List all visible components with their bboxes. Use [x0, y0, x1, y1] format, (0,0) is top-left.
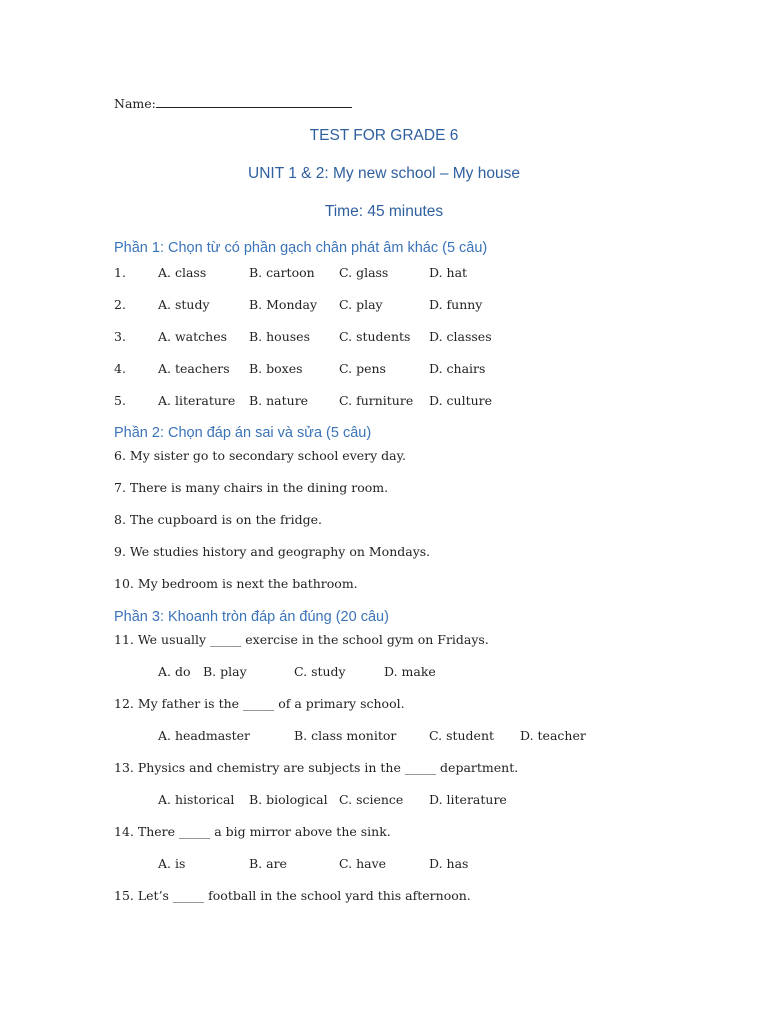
part2-heading: Phần 2: Chọn đáp án sai và sửa (5 câu): [114, 425, 372, 441]
error-sentence: 6. My sister go to secondary school every day.: [114, 448, 406, 463]
option-b[interactable]: B. biological: [249, 792, 328, 807]
option-b[interactable]: B. class monitor: [294, 728, 397, 743]
options-row: [114, 856, 674, 874]
option-c[interactable]: C. study: [294, 664, 346, 679]
options-row: [114, 728, 674, 746]
question-number: 5.: [114, 393, 126, 408]
option-a[interactable]: A. study: [158, 297, 210, 312]
option-d[interactable]: D. make: [384, 664, 436, 679]
options-row: [114, 664, 674, 682]
option-b[interactable]: B. Monday: [249, 297, 318, 312]
question-12: 12. My father is the _____ of a primary school.: [114, 696, 405, 711]
option-b[interactable]: B. houses: [249, 329, 310, 344]
option-a[interactable]: A. literature: [158, 393, 236, 408]
option-a[interactable]: A. watches: [158, 329, 228, 344]
question-row: [114, 361, 674, 379]
option-b[interactable]: B. boxes: [249, 361, 303, 376]
question-15: 15. Let’s _____ football in the school yard this afternoon.: [114, 888, 471, 903]
option-d[interactable]: D. classes: [429, 329, 492, 344]
question-number: 4.: [114, 361, 126, 376]
question-row: [114, 329, 674, 347]
name-label: Name:: [114, 96, 156, 111]
option-d[interactable]: D. culture: [429, 393, 493, 408]
question-number: 1.: [114, 265, 126, 280]
name-blank-line[interactable]: [156, 95, 352, 108]
error-sentence: 9. We studies history and geography on Mondays.: [114, 544, 431, 559]
option-d[interactable]: D. literature: [429, 792, 507, 807]
option-c[interactable]: C. students: [339, 329, 411, 344]
option-b[interactable]: B. play: [203, 664, 247, 679]
question-number: 3.: [114, 329, 126, 344]
option-a[interactable]: A. class: [158, 265, 207, 280]
test-title: TEST FOR GRADE 6: [309, 127, 459, 144]
error-sentence: 8. The cupboard is on the fridge.: [114, 512, 322, 527]
option-a[interactable]: A. do: [158, 664, 191, 679]
options-row: [114, 792, 674, 810]
option-c[interactable]: C. play: [339, 297, 383, 312]
unit-title: UNIT 1 & 2: My new school – My house: [248, 165, 520, 182]
question-14: 14. There _____ a big mirror above the sink.: [114, 824, 391, 839]
option-a[interactable]: A. teachers: [158, 361, 230, 376]
question-13: 13. Physics and chemistry are subjects in the _____ department.: [114, 760, 519, 775]
part3-heading: Phần 3: Khoanh tròn đáp án đúng (20 câu): [114, 609, 389, 625]
question-row: [114, 297, 674, 315]
option-a[interactable]: A. is: [158, 856, 186, 871]
question-row: [114, 265, 674, 283]
option-c[interactable]: C. science: [339, 792, 404, 807]
option-b[interactable]: B. cartoon: [249, 265, 315, 280]
question-row: [114, 393, 674, 411]
option-c[interactable]: C. student: [429, 728, 495, 743]
name-field[interactable]: [114, 95, 352, 111]
question-number: 2.: [114, 297, 126, 312]
option-c[interactable]: C. furniture: [339, 393, 414, 408]
part1-heading: Phần 1: Chọn từ có phần gạch chân phát âm khác (5 câu): [114, 240, 488, 256]
error-sentence: 10. My bedroom is next the bathroom.: [114, 576, 358, 591]
option-a[interactable]: A. headmaster: [158, 728, 250, 743]
option-d[interactable]: D. has: [429, 856, 469, 871]
option-b[interactable]: B. nature: [249, 393, 309, 408]
option-d[interactable]: D. teacher: [520, 728, 586, 743]
option-c[interactable]: C. pens: [339, 361, 386, 376]
option-c[interactable]: C. have: [339, 856, 387, 871]
option-d[interactable]: D. funny: [429, 297, 483, 312]
error-sentence: 7. There is many chairs in the dining room.: [114, 480, 389, 495]
time-limit: Time: 45 minutes: [324, 203, 444, 220]
option-c[interactable]: C. glass: [339, 265, 389, 280]
question-11: 11. We usually _____ exercise in the school gym on Fridays.: [114, 632, 489, 647]
option-b[interactable]: B. are: [249, 856, 287, 871]
option-a[interactable]: A. historical: [158, 792, 235, 807]
option-d[interactable]: D. chairs: [429, 361, 486, 376]
option-d[interactable]: D. hat: [429, 265, 468, 280]
